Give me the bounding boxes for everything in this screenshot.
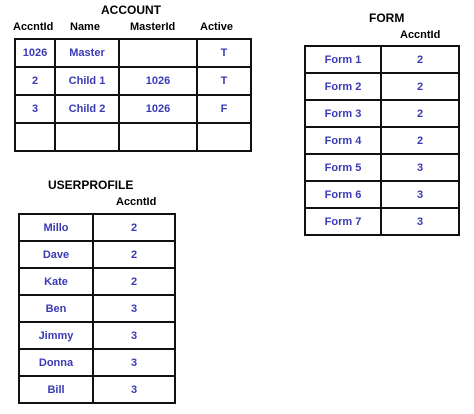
userprofile-cell: 3 [93, 322, 175, 349]
form-cell: 2 [381, 100, 459, 127]
form-row [305, 208, 459, 235]
userprofile-cell: 3 [93, 376, 175, 403]
account-cell: 1026 [119, 95, 197, 123]
userprofile-cell: Dave [19, 241, 93, 268]
form-cell: Form 1 [305, 46, 381, 73]
form-cell: Form 3 [305, 100, 381, 127]
account-cell [119, 123, 197, 151]
userprofile-cell: Millo [19, 214, 93, 241]
form-row [305, 127, 459, 154]
form-row [305, 181, 459, 208]
account-row [15, 95, 251, 123]
account-cell [119, 39, 197, 67]
form-row [305, 46, 459, 73]
userprofile-cell: Kate [19, 268, 93, 295]
form-cell: 3 [381, 181, 459, 208]
account-header-accntid: AccntId [13, 21, 54, 33]
account-cell: T [197, 39, 251, 67]
form-cell: Form 2 [305, 73, 381, 100]
userprofile-row [19, 295, 175, 322]
form-header-accntid: AccntId [400, 29, 441, 41]
userprofile-cell: Bill [19, 376, 93, 403]
form-table [304, 45, 460, 236]
account-row [15, 67, 251, 95]
userprofile-cell: 3 [93, 295, 175, 322]
form-cell: Form 7 [305, 208, 381, 235]
form-cell: Form 4 [305, 127, 381, 154]
userprofile-table [18, 213, 176, 404]
form-row [305, 100, 459, 127]
form-cell: 2 [381, 73, 459, 100]
form-title: FORM [369, 11, 405, 25]
form-row [305, 154, 459, 181]
account-cell: Master [55, 39, 119, 67]
userprofile-row [19, 322, 175, 349]
account-cell: 1026 [119, 67, 197, 95]
account-title: ACCOUNT [101, 3, 161, 17]
form-cell: 3 [381, 208, 459, 235]
userprofile-cell: 2 [93, 268, 175, 295]
account-cell [197, 123, 251, 151]
account-row [15, 123, 251, 151]
userprofile-title: USERPROFILE [48, 178, 134, 192]
userprofile-row [19, 214, 175, 241]
account-cell [55, 123, 119, 151]
account-cell: 2 [15, 67, 55, 95]
account-cell: F [197, 95, 251, 123]
account-cell: T [197, 67, 251, 95]
userprofile-row [19, 376, 175, 403]
form-cell: Form 6 [305, 181, 381, 208]
userprofile-header-accntid: AccntId [116, 196, 157, 208]
form-row [305, 73, 459, 100]
userprofile-row [19, 241, 175, 268]
account-cell: 3 [15, 95, 55, 123]
userprofile-cell: 2 [93, 241, 175, 268]
userprofile-cell: Jimmy [19, 322, 93, 349]
account-cell [15, 123, 55, 151]
account-cell: 1026 [15, 39, 55, 67]
account-header-masterid: MasterId [130, 21, 176, 33]
userprofile-row [19, 268, 175, 295]
userprofile-cell: Donna [19, 349, 93, 376]
userprofile-row [19, 349, 175, 376]
account-table [14, 38, 252, 152]
userprofile-cell: 2 [93, 214, 175, 241]
form-cell: 3 [381, 154, 459, 181]
userprofile-cell: Ben [19, 295, 93, 322]
account-cell: Child 2 [55, 95, 119, 123]
form-cell: 2 [381, 127, 459, 154]
form-cell: Form 5 [305, 154, 381, 181]
account-cell: Child 1 [55, 67, 119, 95]
form-cell: 2 [381, 46, 459, 73]
account-row [15, 39, 251, 67]
userprofile-cell: 3 [93, 349, 175, 376]
account-header-active: Active [200, 21, 234, 33]
account-header-name: Name [70, 21, 100, 33]
